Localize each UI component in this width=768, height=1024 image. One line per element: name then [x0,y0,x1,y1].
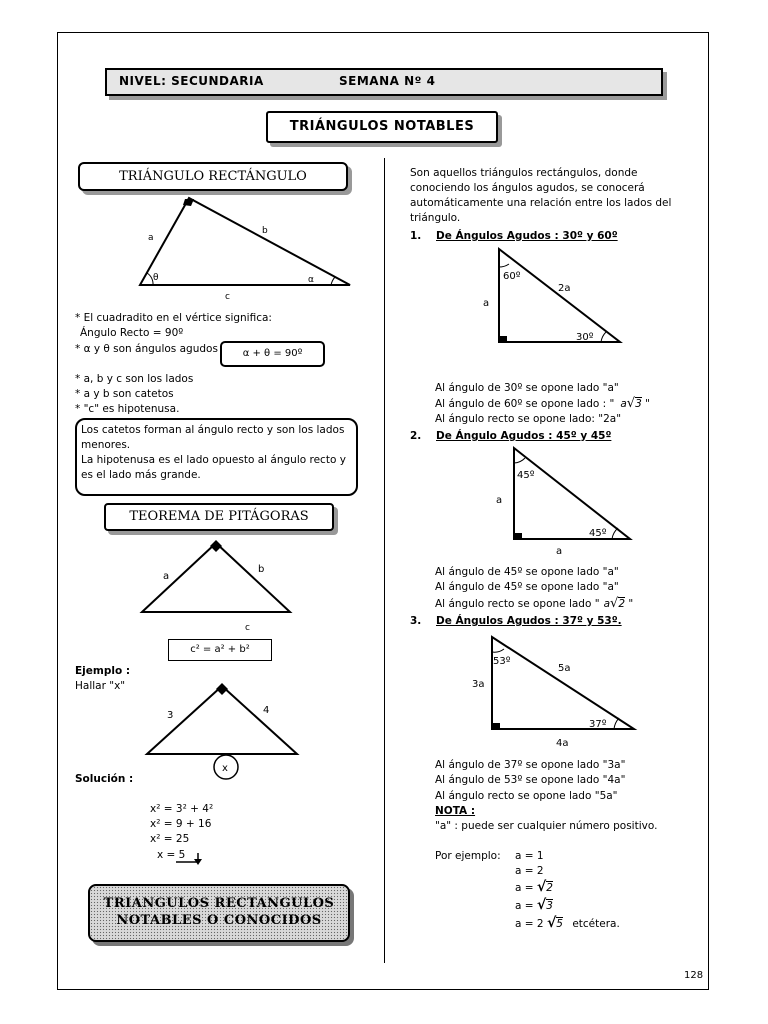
s2-line-1: Al ángulo de 45º se opone lado "a" [435,566,619,578]
s1-line-2: Al ángulo de 60º se opone lado : " a√3 " [435,396,650,411]
s3-line-2: Al ángulo de 53º se opone lado "4a" [435,774,626,786]
t30-bottom-angle: 30º [576,332,594,343]
example-4: a = √3 [515,897,553,913]
column-divider [384,158,385,963]
right-triangle-diagram [125,192,365,302]
intro-line-1: Son aquellos triángulos rectángulos, donde [410,167,638,179]
example-triangle [140,680,310,780]
angle-sum-formula: α + θ = 90º [242,348,303,359]
tri2-label-c: c [245,623,250,633]
solution-step-3: x² = 25 [150,833,190,845]
note-5: * a y b son catetos [75,388,174,400]
solution-label: Solución : [75,773,134,785]
intro-line-3: automáticamente una relación entre los lados del [410,197,672,209]
example-1: a = 1 [515,850,544,862]
solution-step-2: x² = 9 + 16 [150,818,212,830]
def-line-4: es el lado más grande. [81,469,201,481]
t37-bottom-angle: 37º [589,719,607,730]
result-arrow-icon [174,850,206,866]
t30-hyp: 2a [558,283,571,294]
nota-text: "a" : puede ser cualquier número positivo. [435,820,658,832]
tri1-label-a: a [148,233,154,243]
pythagoras-triangle [130,536,300,636]
note-2: Ángulo Recto = 90º [80,327,184,339]
s3-line-1: Al ángulo de 37º se opone lado "3a" [435,759,626,771]
intro-line-4: triángulo. [410,212,461,224]
main-title: TRIÁNGULOS NOTABLES [289,119,475,134]
banner-line-1: TRIANGULOS RECTANGULOS [103,896,335,911]
section-1-number: 1. [410,230,422,242]
week-label: SEMANA Nº 4 [339,74,436,88]
def-line-3: La hipotenusa es el lado opuesto al ángulo recto y [81,454,346,466]
definition-box [75,418,358,496]
tri1-label-alpha: α [308,275,314,285]
note-3: * α y θ son ángulos agudos [75,343,218,355]
pythagoras-formula: c² = a² + b² [168,639,272,661]
notable-triangles-banner [88,884,350,942]
t30-top-angle: 60º [503,271,521,282]
nota-label: NOTA : [435,805,476,817]
def-line-1: Los catetos forman al ángulo recto y son los lados [81,424,345,436]
tri1-label-theta: θ [153,273,159,283]
tri2-label-a: a [163,571,170,582]
solution-step-1: x² = 3² + 4² [150,803,214,815]
banner-line-2: NOTABLES O CONOCIDOS [116,913,322,928]
note-1: * El cuadradito en el vértice significa: [75,312,272,324]
section1-title: TRIÁNGULO RECTÁNGULO [119,169,307,184]
section-title-triangulo-rectangulo [78,162,348,191]
s2-line-2: Al ángulo de 45º se opone lado "a" [435,581,619,593]
examples-label: Por ejemplo: [435,850,501,862]
section-2-title: De Ángulo Agudos : 45º y 45º [436,430,612,442]
tri1-label-c: c [225,292,230,302]
t45-base: a [556,546,563,557]
section-title-pitagoras [104,503,334,531]
s1-line-3: Al ángulo recto se opone lado: "2a" [435,413,622,425]
tri3-label-x: x [222,763,228,774]
angle-sum-box [220,341,325,367]
note-4: * a, b y c son los lados [75,373,194,385]
section-3-number: 3. [410,615,422,627]
example-5: a = 2 √5 etcétera. [515,915,620,931]
s3-line-3: Al ángulo recto se opone lado "5a" [435,790,618,802]
t45-top-angle: 45º [517,470,535,481]
section-2-number: 2. [410,430,422,442]
t37-base: 4a [556,738,569,749]
tri3-label-4: 4 [263,705,270,716]
note-6: * "c" es hipotenusa. [75,403,180,415]
main-title-box [266,111,498,143]
example-2: a = 2 [515,865,544,877]
solution-step-4: x = 5 [157,849,186,861]
t37-top-angle: 53º [493,656,511,667]
intro-line-2: conociendo los ángulos agudos, se conocerá [410,182,645,194]
example-3: a = √2 [515,879,553,895]
tri2-label-b: b [258,564,265,575]
s2-line-3: Al ángulo recto se opone lado " a√2 " [435,596,634,611]
triangle-37-53 [468,632,643,752]
section-3-title: De Ángulos Agudos : 37º y 53º. [436,615,622,627]
page-number: 128 [684,970,704,981]
tri3-label-3: 3 [167,710,174,721]
s1-line-1: Al ángulo de 30º se opone lado "a" [435,382,619,394]
t45-side: a [496,495,503,506]
triangle-30-60 [470,244,630,349]
section-1-title: De Ángulos Agudos : 30º y 60º [436,230,618,242]
t30-side: a [483,298,490,309]
example-text: Hallar "x" [75,680,126,692]
example-label: Ejemplo : [75,665,131,677]
triangle-45-45 [490,443,640,559]
tri1-label-b: b [262,226,268,236]
level-label: NIVEL: SECUNDARIA [119,74,264,88]
section2-title: TEOREMA DE PITÁGORAS [129,509,309,524]
header-bar [105,68,663,96]
def-line-2: menores. [81,439,131,451]
t37-side: 3a [472,679,485,690]
t37-hyp: 5a [558,663,571,674]
t45-bottom-angle: 45º [589,528,607,539]
